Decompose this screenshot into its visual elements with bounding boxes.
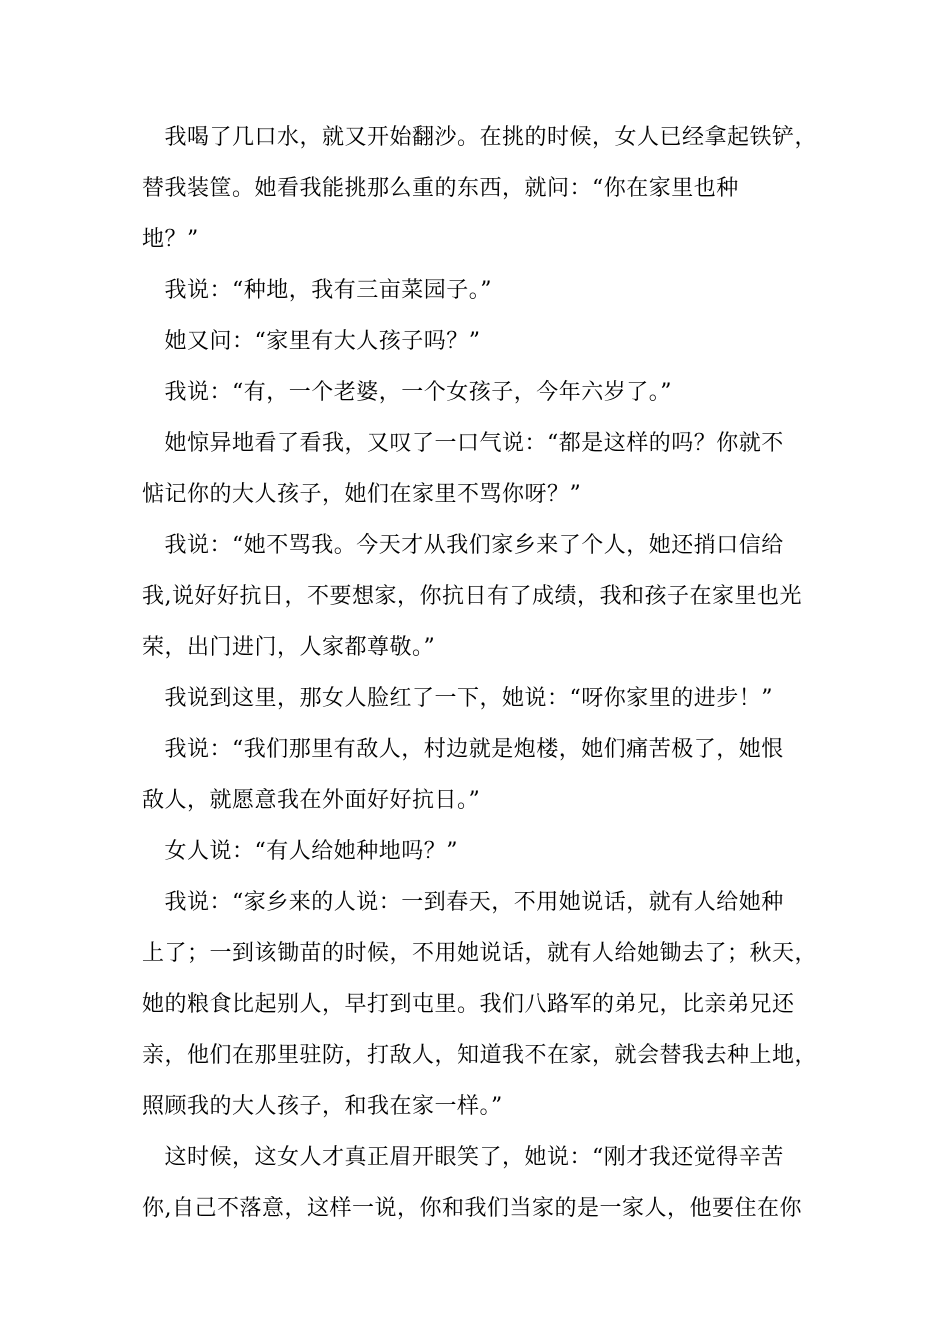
- text-line: 我说到这里，那女人脸红了一下，她说：“呀你家里的进步！”: [142, 686, 773, 711]
- text-line: 惦记你的大人孩子，她们在家里不骂你呀？”: [142, 482, 582, 507]
- text-line: 荣，出门进门，人家都尊敬。”: [142, 635, 436, 660]
- text-line: 我说：“有，一个老婆，一个女孩子，今年六岁了。”: [142, 380, 672, 405]
- text-line: 她的粮食比起别人，早打到屯里。我们八路军的弟兄，比亲弟兄还: [142, 992, 795, 1017]
- text-line: 这时候，这女人才真正眉开眼笑了，她说：“刚才我还觉得辛苦: [142, 1145, 784, 1170]
- text-line: 女人说：“有人给她种地吗？”: [142, 839, 458, 864]
- text-line: 替我装筐。她看我能挑那么重的东西，就问：“你在家里也种: [142, 176, 739, 201]
- text-line: 她又问：“家里有大人孩子吗？”: [142, 329, 481, 354]
- text-line: 我说：“家乡来的人说：一到春天，不用她说话，就有人给她种: [142, 890, 784, 915]
- text-line: 你,自己不落意，这样一说，你和我们当家的是一家人，他要住在你: [142, 1196, 802, 1221]
- text-line: 她惊异地看了看我，又叹了一口气说：“都是这样的吗？你就不: [142, 431, 784, 456]
- text-line: 我,说好好抗日，不要想家，你抗日有了成绩，我和孩子在家里也光: [142, 584, 802, 609]
- text-line: 我说：“我们那里有敌人，村边就是炮楼，她们痛苦极了，她恨: [142, 737, 784, 762]
- text-line: 我说：“种地，我有三亩菜园子。”: [142, 278, 492, 303]
- text-line: 地？”: [142, 227, 199, 252]
- text-line: 我喝了几口水，就又开始翻沙。在挑的时候，女人已经拿起铁铲，: [142, 125, 818, 150]
- text-line: 亲，他们在那里驻防，打敌人，知道我不在家，就会替我去种上地，: [142, 1043, 818, 1068]
- text-line: 敌人，就愿意我在外面好好抗日。”: [142, 788, 481, 813]
- text-line: 我说：“她不骂我。今天才从我们家乡来了个人，她还捎口信给: [142, 533, 784, 558]
- text-line: 上了；一到该锄苗的时候，不用她说话，就有人给她锄去了；秋天，: [142, 941, 818, 966]
- text-line: 照顾我的大人孩子，和我在家一样。”: [142, 1094, 503, 1119]
